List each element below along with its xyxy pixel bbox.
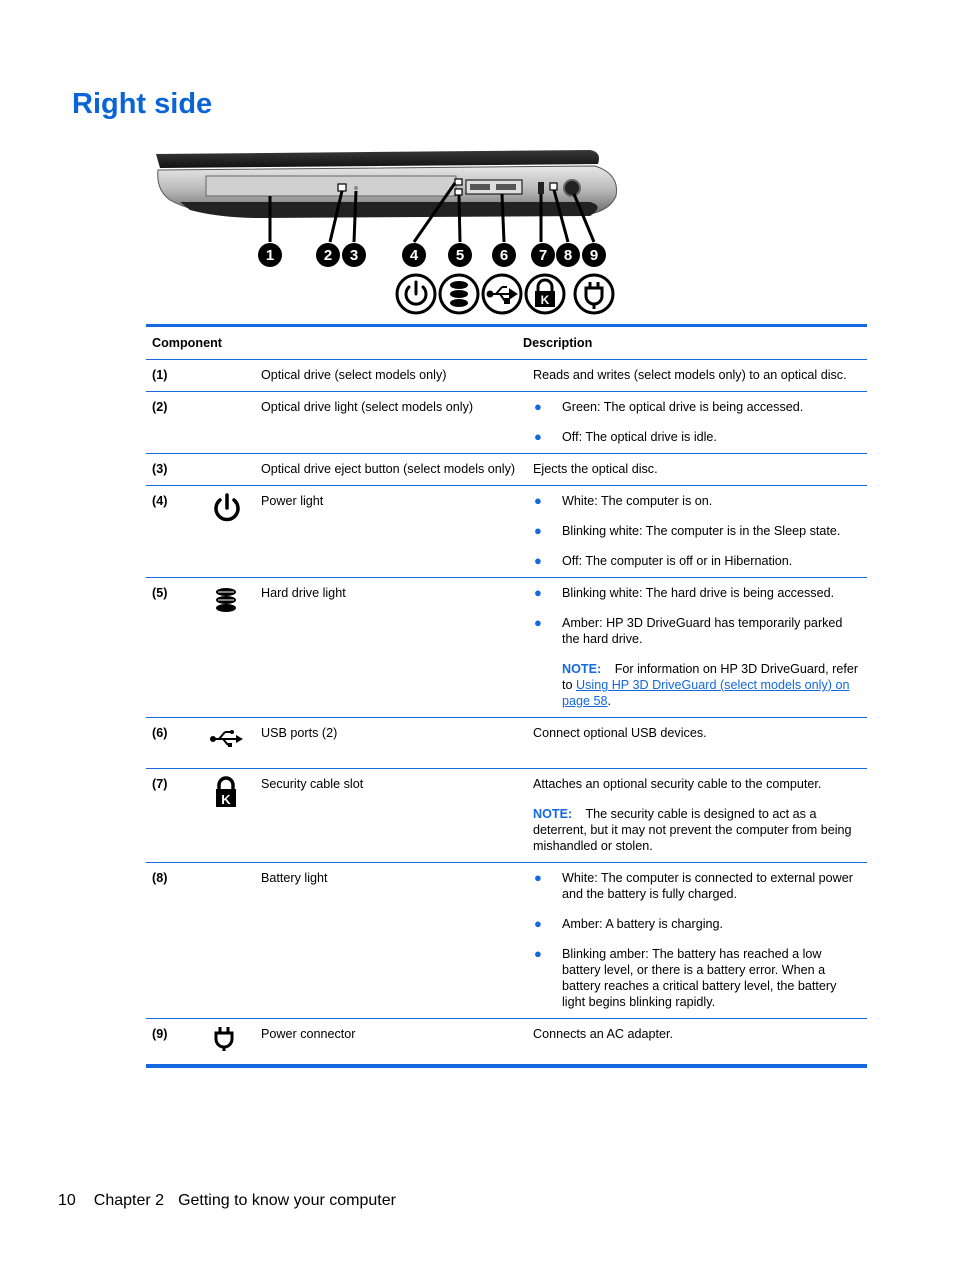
row-description: Ejects the optical disc.: [533, 462, 658, 476]
row-component: Battery light: [261, 871, 328, 885]
bullet-icon: ●: [534, 946, 542, 961]
row-description: [533, 493, 867, 569]
row-description: [533, 399, 867, 445]
bullet-icon: ●: [534, 429, 542, 444]
table-row: [146, 1018, 867, 1064]
list-item: ● White: The computer is connected to external power and the battery is fully charged.: [534, 870, 853, 901]
table-row: [146, 485, 867, 577]
table-header: [146, 327, 867, 359]
note-label: NOTE:: [562, 662, 602, 676]
row-component: Power light: [261, 494, 324, 508]
list-item: ● Blinking amber: The battery has reached a low battery level, or there is a battery error. When a battery reaches a critical battery level, the battery light begins blinking rapidly.: [534, 946, 837, 1009]
row-number: (4): [152, 494, 168, 508]
chapter-label: Chapter 2: [93, 1192, 165, 1209]
row-number: (7): [152, 777, 168, 791]
svg-text:3: 3: [349, 247, 359, 264]
page-number: 10: [58, 1192, 76, 1209]
row-component: Optical drive (select models only): [261, 368, 447, 382]
row-description: Attaches an optional security cable to the computer. NOTE: The security cable is designed to act as a deterrent, but it may not prevent the computer from being mishandled or stolen.: [533, 776, 867, 854]
row-number: (1): [152, 368, 168, 382]
bullet-icon: ●: [534, 585, 542, 600]
hard-drive-icon: [192, 585, 261, 709]
power-icon: [192, 493, 261, 569]
bullet-icon: ●: [534, 493, 542, 508]
svg-text:1: 1: [265, 247, 275, 264]
svg-text:5: 5: [455, 247, 465, 264]
table-row: [146, 391, 867, 453]
list-item: ● White: The computer is on.: [534, 493, 713, 508]
svg-text:8: 8: [563, 247, 573, 264]
driveguard-link[interactable]: Using HP 3D DriveGuard (select models only) on page 58: [562, 678, 850, 708]
bullet-icon: ●: [534, 916, 542, 931]
svg-text:K: K: [221, 792, 231, 807]
note: [533, 806, 861, 854]
table-row: [146, 768, 867, 862]
table-row: [146, 453, 867, 485]
list-item: ● Amber: A battery is charging.: [534, 916, 724, 931]
row-component: Optical drive light (select models only): [261, 400, 474, 414]
component-table: [146, 324, 867, 1068]
bullet-icon: ●: [534, 870, 542, 885]
laptop-right-side-figure: [150, 146, 620, 318]
row-number: (3): [152, 462, 168, 476]
svg-text:2: 2: [323, 247, 333, 264]
security-lock-icon: [192, 776, 261, 854]
chapter-title: Getting to know your computer: [178, 1192, 396, 1209]
header-component: Component: [152, 336, 222, 350]
page-title: Right side: [72, 88, 213, 120]
row-description: [533, 585, 867, 709]
table-row: [146, 862, 867, 1018]
svg-text:K: K: [540, 293, 550, 307]
list-item: ● Green: The optical drive is being accessed.: [534, 399, 804, 414]
note-label: NOTE:: [533, 807, 573, 821]
page-footer: [58, 1192, 396, 1210]
bullet-icon: ●: [534, 553, 542, 568]
list-item: ● Blinking white: The computer is in the Sleep state.: [534, 523, 841, 538]
row-description: Reads and writes (select models only) to an optical disc.: [533, 368, 847, 382]
bullet-icon: ●: [534, 399, 542, 414]
bullet-icon: ●: [534, 523, 542, 538]
row-number: (2): [152, 400, 168, 414]
svg-text:9: 9: [589, 247, 599, 264]
row-description: [533, 870, 867, 1010]
row-number: (8): [152, 871, 168, 885]
list-item: ● Blinking white: The hard drive is being accessed.: [534, 585, 835, 600]
row-component: Security cable slot: [261, 777, 364, 791]
row-component: USB ports (2): [261, 726, 338, 740]
note-text: The security cable is designed to act as a deterrent, but it may not prevent the computer from being mishandled or stolen.: [533, 807, 852, 853]
row-description: Connect optional USB devices.: [533, 726, 707, 740]
table-row: [146, 577, 867, 717]
svg-text:6: 6: [499, 247, 509, 264]
bullet-icon: ●: [534, 615, 542, 630]
note: NOTE: For information on HP 3D DriveGuard, refer to Using HP 3D DriveGuard (select models only) on page 58.: [562, 662, 859, 708]
list-item: ● Off: The optical drive is idle.: [534, 429, 717, 444]
table-row: [146, 359, 867, 391]
svg-text:4: 4: [409, 247, 419, 264]
usb-icon: [192, 725, 261, 760]
row-number: (6): [152, 726, 168, 740]
header-description: Description: [523, 336, 593, 350]
row-component: Power connector: [261, 1027, 356, 1041]
note-text: For information on HP 3D DriveGuard, refer to: [562, 662, 859, 692]
list-item: ● Amber: HP 3D DriveGuard has temporarily parked the hard drive.: [534, 615, 843, 646]
row-number: (9): [152, 1027, 168, 1041]
svg-text:7: 7: [538, 247, 548, 264]
row-description: Connects an AC adapter.: [533, 1027, 674, 1041]
power-plug-icon: [192, 1026, 261, 1052]
row-component: Optical drive eject button (select models only): [261, 462, 516, 476]
table-row: [146, 717, 867, 768]
list-item: ● Off: The computer is off or in Hibernation.: [534, 553, 793, 568]
row-component: Hard drive light: [261, 586, 346, 600]
row-number: (5): [152, 586, 168, 600]
